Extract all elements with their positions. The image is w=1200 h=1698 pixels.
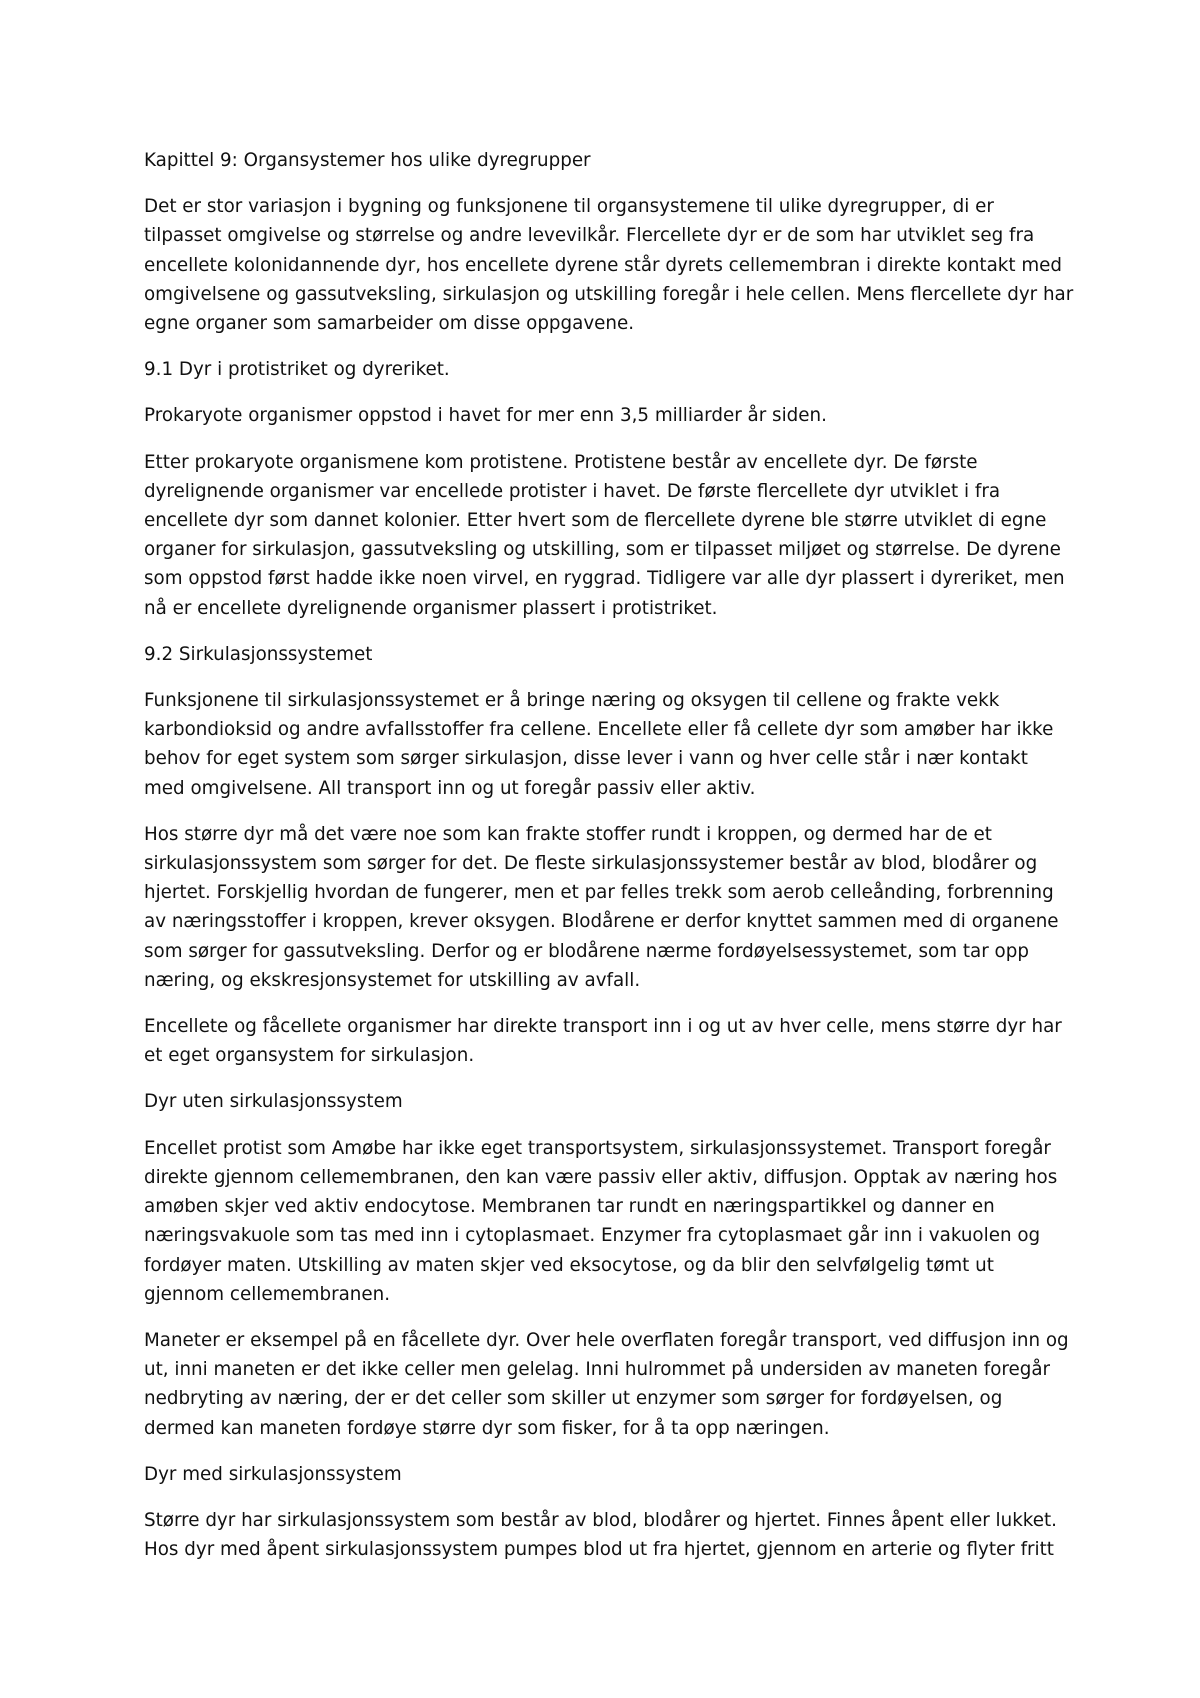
paragraph: Funksjonene til sirkulasjonssystemet er å bringe næring og oksygen til cellene og frakte vekk karbondioksid og andre avfallsstoffer fra cellene. Encellete eller få cellete dyr som amøber har ikke behov for eget system som sørger sirkulasjon, disse lever i vann og hver celle står i nær kontakt med omgivelsene. All transport inn og ut foregår passiv eller aktiv. xyxy=(144,690,1054,799)
subsection-heading-without-circulation: Dyr uten sirkulasjonssystem xyxy=(144,1091,403,1113)
chapter-title: Kapittel 9: Organsystemer hos ulike dyregrupper xyxy=(144,150,591,171)
subsection-heading-with-circulation: Dyr med sirkulasjonssystem xyxy=(144,1463,402,1485)
paragraph: Hos større dyr må det være noe som kan frakte stoffer rundt i kroppen, og dermed har de et sirkulasjonssystem som sørger for det. De fleste sirkulasjonssystemer består av blod, blodårer og hjertet. Forskjellig hvordan de fungerer, men et par felles trekk som aerob celleånding, forbrenning av næringsstoffer i kroppen, krever oksygen. Blodårene er derfor knyttet sammen med di organene som sørger for gassutveksling. Derfor og er blodårene nærme fordøyelsessystemet, som tar opp næring, og ekskresjonsystemet for utskilling av avfall. xyxy=(144,823,1059,991)
section-9-2-heading: 9.2 Sirkulasjonssystemet xyxy=(144,643,373,665)
paragraph: Encellete og fåcellete organismer har direkte transport inn i og ut av hver celle, mens større dyr har et eget organsystem for sirkulasjon. xyxy=(144,1016,1062,1067)
paragraph: Etter prokaryote organismene kom protistene. Protistene består av encellete dyr. De første dyrelignende organismer var encellede protister i havet. De første flercellete dyr utviklet i fra encellete dyr som dannet kolonier. Etter hvert som de flercellete dyrene ble større utviklet di egne organer for sirkulasjon, gassutveksling og utskilling, som er tilpasset miljøet og størrelse. De dyrene som oppstod først hadde ikke noen virvel, en ryggrad. Tidligere var alle dyr plassert i dyreriket, men nå er encellete dyrelignende organismer plassert i protistriket. xyxy=(144,451,1065,619)
paragraph: Prokaryote organismer oppstod i havet for mer enn 3,5 milliarder år siden. xyxy=(144,405,827,427)
intro-paragraph: Det er stor variasjon i bygning og funksjonene til organsystemene til ulike dyregrupper, di er tilpasset omgivelse og størrelse og andre levevilkår. Flercellete dyr er de som har utviklet seg fra encellete kolonidannende dyr, hos encellete dyrene står dyrets cellemembran i direkte kontakt med omgivelsene og gassutveksling, sirkulasjon og utskilling foregår i hele cellen. Mens flercellete dyr har egne organer som samarbeider om disse oppgavene. xyxy=(144,196,1074,335)
document-body xyxy=(144,146,1074,1581)
paragraph: Større dyr har sirkulasjonssystem som består av blod, blodårer og hjertet. Finnes åpent eller lukket. Hos dyr med åpent sirkulasjonssystem pumpes blod ut fra hjertet, gjennom en arterie og flyter fritt xyxy=(144,1509,1057,1561)
paragraph: Encellet protist som Amøbe har ikke eget transportsystem, sirkulasjonssystemet. Transport foregår direkte gjennom cellemembranen, den kan være passiv eller aktiv, diffusjon. Opptak av næring hos amøben skjer ved aktiv endocytose. Membranen tar rundt en næringspartikkel og danner en næringsvakuole som tas med inn i cytoplasmaet. Enzymer fra cytoplasmaet går inn i vakuolen og fordøyer maten. Utskilling av maten skjer ved eksocytose, og da blir den selvfølgelig tømt ut gjennom cellemembranen. xyxy=(144,1137,1058,1305)
paragraph: Maneter er eksempel på en fåcellete dyr. Over hele overflaten foregår transport, ved diffusjon inn og ut, inni maneten er det ikke celler men gelelag. Inni hulrommet på undersiden av maneten foregår nedbryting av næring, der er det celler som skiller ut enzymer som sørger for fordøyelsen, og dermed kan maneten fordøye større dyr som fisker, for å ta opp næringen. xyxy=(144,1329,1069,1439)
section-9-1-heading: 9.1 Dyr i protistriket og dyreriket. xyxy=(144,359,450,381)
